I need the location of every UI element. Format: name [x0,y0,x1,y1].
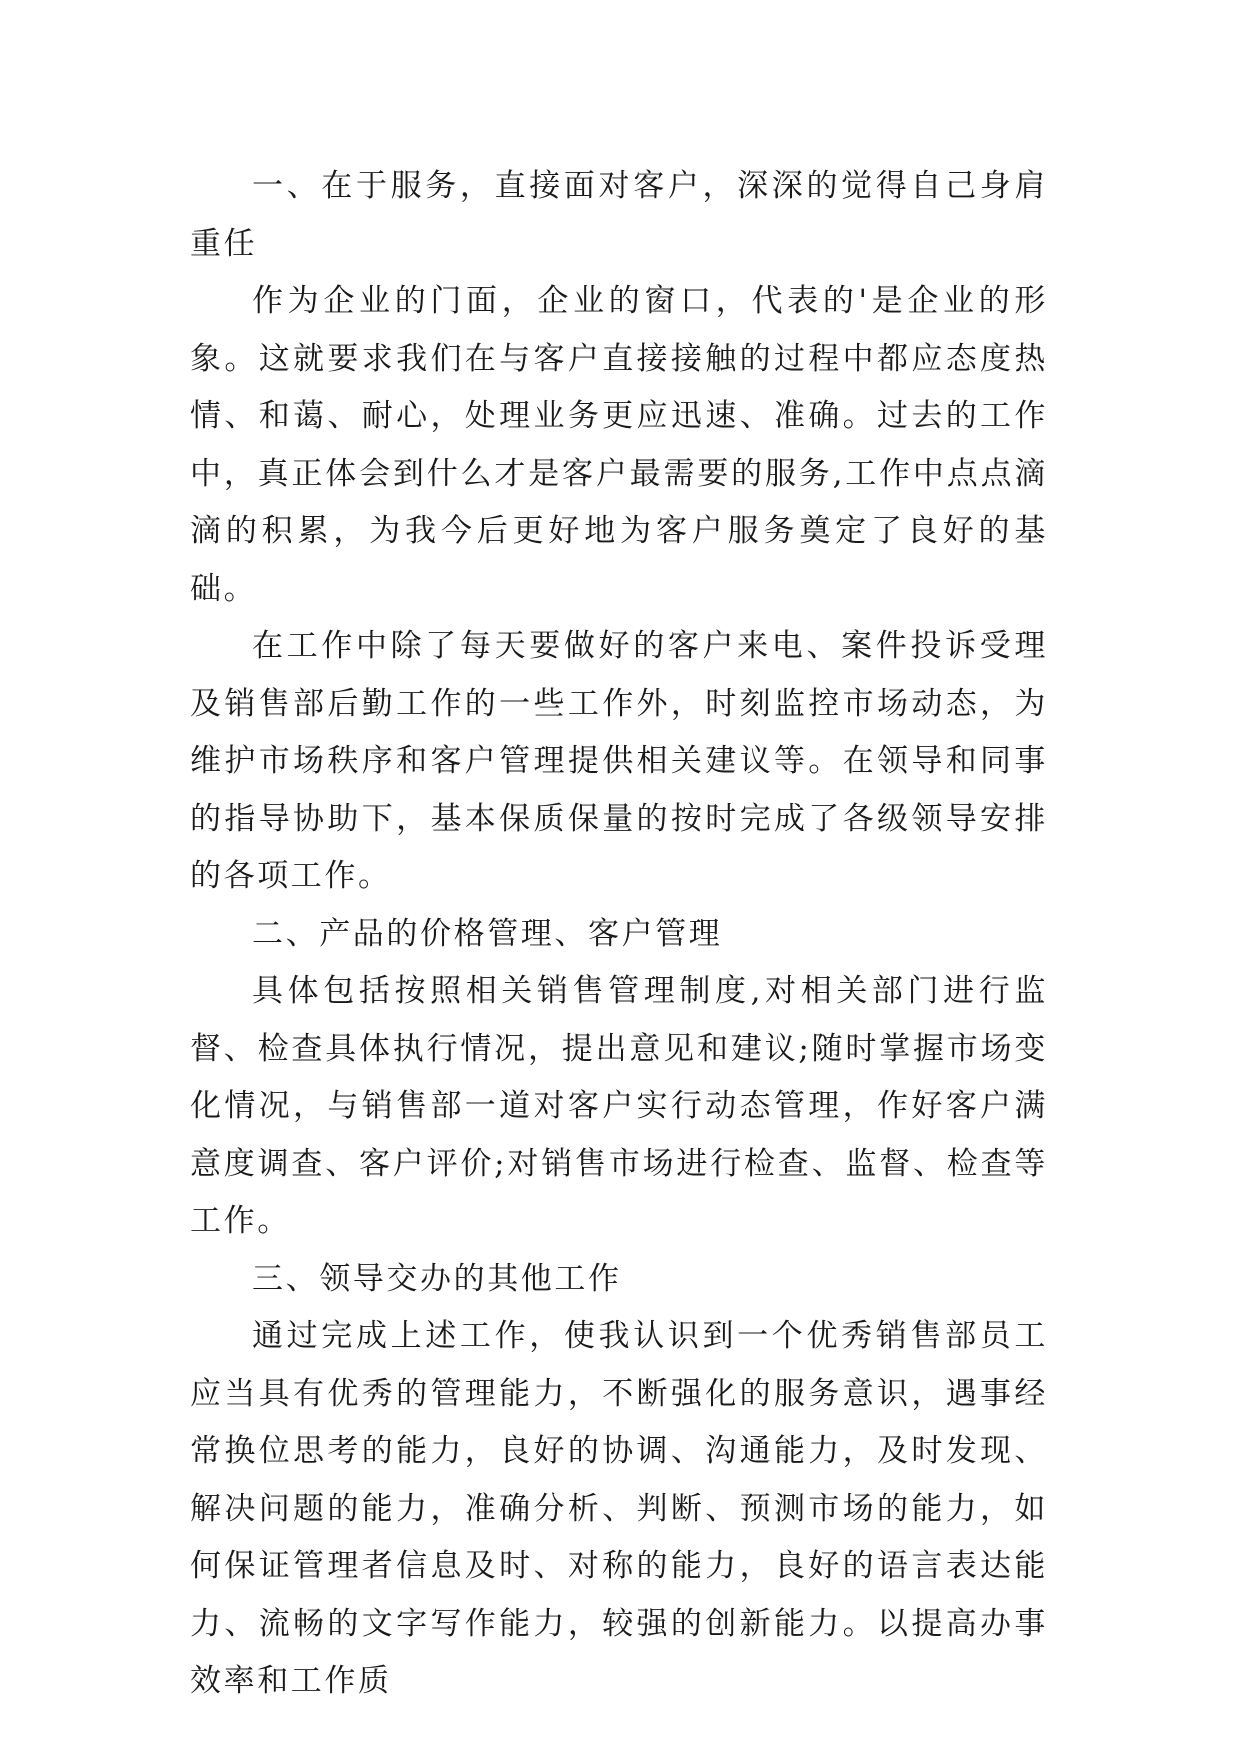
section-heading-service: 一、在于服务，直接面对客户，深深的觉得自己身肩重任 [190,168,1048,262]
paragraph-price-management: 具体包括按照相关销售管理制度,对相关部门进行监督、检查具体执行情况，提出意见和建议;随时掌握市场变化情况，与销售部一道对客户实行动态管理，作好客户满意度调查、客户评价;对销售市场进行检查、监督、检查等工作。 [190,973,1048,1239]
document-body [190,158,1048,1711]
paragraph-daily-work: 在工作中除了每天要做好的客户来电、案件投诉受理及销售部后勤工作的一些工作外，时刻监控市场动态，为维护市场秩序和客户管理提供相关建议等。在领导和同事的指导协助下，基本保质保量的按时完成了各级领导安排的各项工作。 [190,628,1048,894]
section-heading-price-management: 二、产品的价格管理、客户管理 [252,915,723,952]
paragraph-company-image: 作为企业的门面，企业的窗口，代表的'是企业的形象。这就要求我们在与客户直接接触的过程中都应态度热情、和蔼、耐心，处理业务更应迅速、准确。过去的工作中，真正体会到什么才是客户最需要的服务,工作中点点滴滴的积累，为我今后更好地为客户服务奠定了良好的基础。 [190,283,1048,607]
paragraph-abilities: 通过完成上述工作，使我认识到一个优秀销售部员工应当具有优秀的管理能力，不断强化的服务意识，遇事经常换位思考的能力，良好的协调、沟通能力，及时发现、解决问题的能力，准确分析、判断、预测市场的能力，如何保证管理者信息及时、对称的能力，良好的语言表达能力、流畅的文字写作能力，较强的创新能力。以提高办事效率和工作质 [190,1318,1048,1699]
section-heading-other-work: 三、领导交办的其他工作 [252,1260,622,1297]
